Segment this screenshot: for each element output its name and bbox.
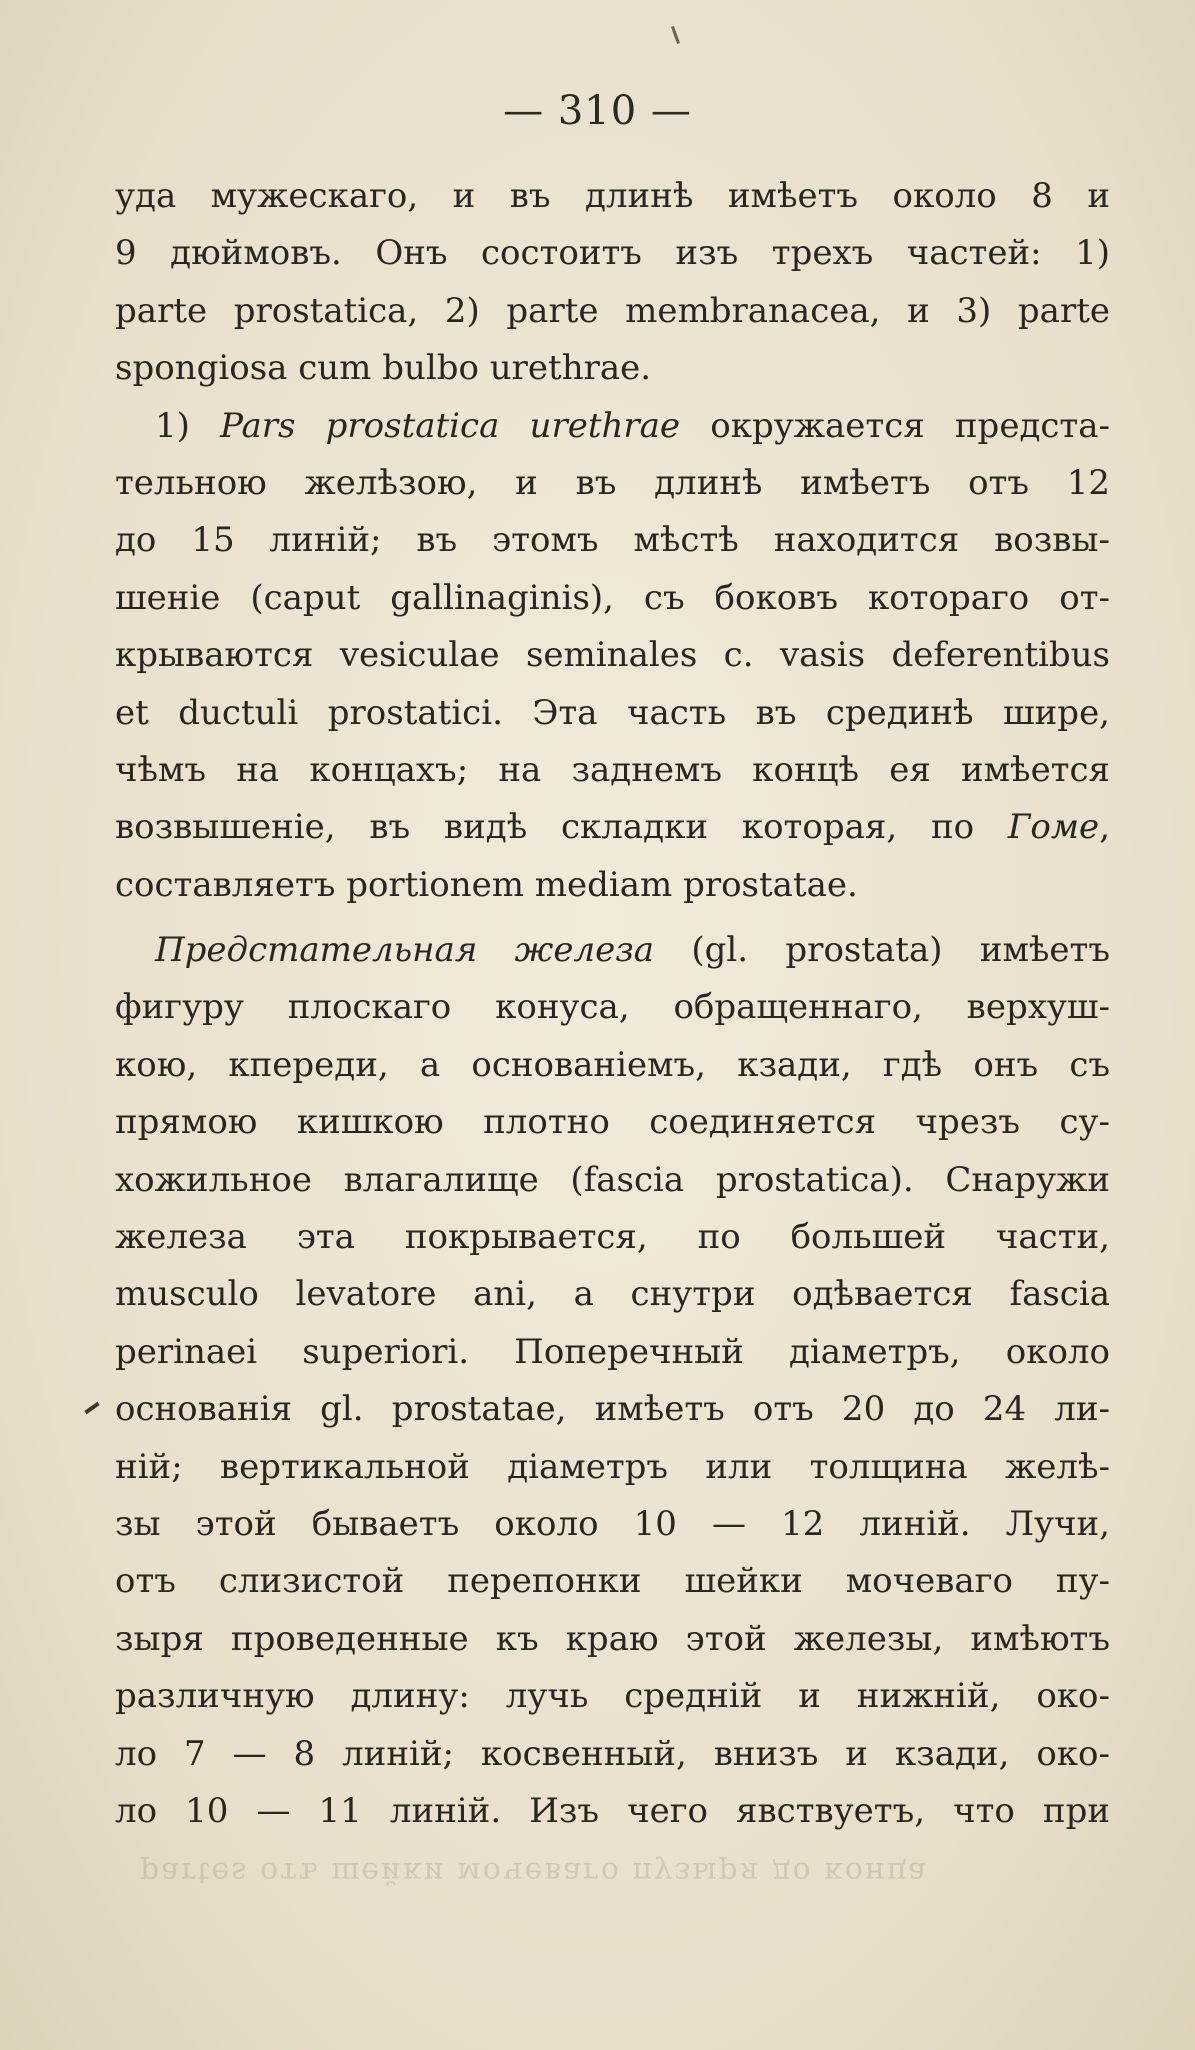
text-line: зыря проведенные къ краю этой железы, имѣютъ bbox=[115, 1618, 1110, 1659]
text-line: уда мужескаго, и въ длинѣ имѣетъ около 8 и bbox=[115, 176, 1110, 216]
text-line: железа эта покрывается, по большей части, bbox=[115, 1217, 1110, 1258]
text-line: возвышеніе, въ видѣ складки которая, по Гоме, bbox=[115, 807, 1110, 848]
text-line: крываются vesiculae seminales c. vasis deferentibus bbox=[115, 635, 1110, 676]
bleed-through-text: partes отъ шейки мочеваго пузыря до конца bbox=[140, 1855, 929, 1890]
text-line: perinaei superiori. Поперечный діаметръ, около bbox=[115, 1331, 1110, 1372]
text-line: шеніе (caput gallinaginis), съ боковъ котораго от- bbox=[115, 577, 1110, 618]
text-line: кою, кпереди, а основаніемъ, кзади, гдѣ онъ съ bbox=[115, 1044, 1110, 1085]
text-line: хожильное влагалище (fascia prostatica). Снаружи bbox=[115, 1159, 1110, 1200]
paragraph-start-line: 1) Pars prostatica urethrae окружается предста- bbox=[155, 405, 1110, 446]
text-line: чѣмъ на концахъ; на заднемъ концѣ ея имѣется bbox=[115, 749, 1110, 790]
text-line: составляетъ portionem mediam prostatae. bbox=[115, 864, 858, 905]
text-line: ло 7 — 8 линій; косвенный, внизъ и кзади, око- bbox=[115, 1733, 1110, 1774]
paragraph-start-line: Предстательная железа (gl. prostata) имѣетъ bbox=[155, 930, 1110, 971]
margin-tick-mark bbox=[671, 26, 680, 44]
italic-phrase: Pars prostatica urethrae bbox=[220, 405, 681, 446]
text-line: зы этой бываетъ около 10 — 12 линій. Лучи, bbox=[115, 1503, 1110, 1544]
text-line: ло 10 — 11 линій. Изъ чего явствуетъ, что при bbox=[115, 1790, 1110, 1831]
text-line: musculo levatore ani, а снутри одѣвается fascia bbox=[115, 1274, 1110, 1315]
body-text bbox=[115, 168, 1110, 1840]
text-line: отъ слизистой перепонки шейки мочеваго пу- bbox=[115, 1561, 1110, 1602]
italic-phrase: Гоме bbox=[1007, 807, 1100, 848]
text-line: et ductuli prostatici. Эта часть въ срединѣ шире, bbox=[115, 692, 1110, 733]
text-line: тельною желѣзою, и въ длинѣ имѣетъ отъ 12 bbox=[115, 462, 1110, 503]
margin-pencil-mark bbox=[84, 1402, 99, 1414]
text-line: parte prostatica, 2) parte membranacea, и 3) parte bbox=[115, 290, 1110, 331]
text-line: различную длину: лучь средній и нижній, око- bbox=[115, 1676, 1110, 1717]
text-line: прямою кишкою плотно соединяется чрезъ су- bbox=[115, 1102, 1110, 1143]
text-line: ній; вертикальной діаметръ или толщина желѣ- bbox=[115, 1446, 1110, 1487]
text-line: основанія gl. prostatae, имѣетъ отъ 20 до 24 ли- bbox=[115, 1389, 1110, 1430]
text-line: 9 дюймовъ. Онъ состоитъ изъ трехъ частей: 1) bbox=[115, 233, 1110, 274]
italic-phrase: Предстательная железа bbox=[155, 930, 655, 971]
text-line: фигуру плоскаго конуса, обращеннаго, верхуш- bbox=[115, 987, 1110, 1028]
page-number: — 310 — bbox=[503, 88, 692, 134]
text-line: до 15 линій; въ этомъ мѣстѣ находится возвы- bbox=[115, 520, 1110, 561]
text-line: spongiosa cum bulbo urethrae. bbox=[115, 348, 652, 389]
